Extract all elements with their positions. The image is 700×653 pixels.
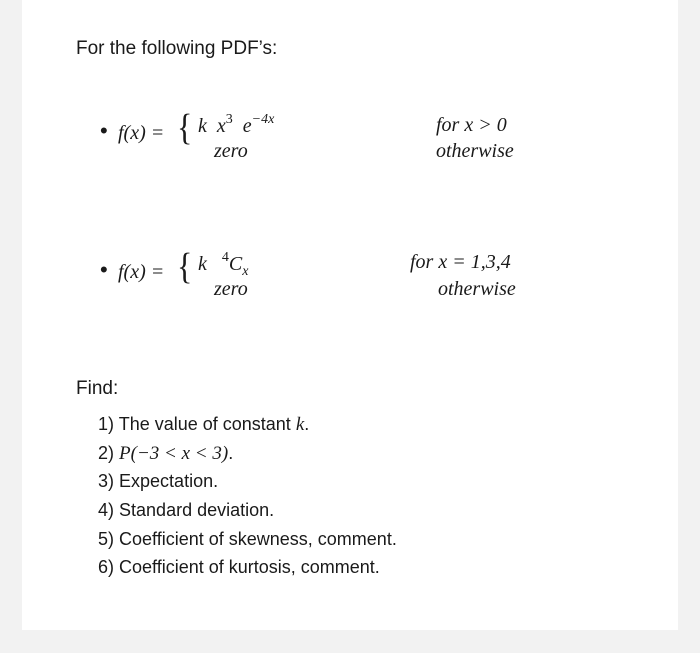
list-item: 4) Standard deviation. — [98, 500, 275, 520]
bullet: • — [100, 118, 108, 143]
heading: For the following PDF’s: — [76, 38, 278, 59]
pdf1-case1: k $x^3$ $e^{-4x}$ — [198, 112, 275, 137]
pdf1-lhs: f(x) = — [118, 122, 165, 144]
pdf2-brace: { — [177, 245, 193, 287]
pdf2-cond2: otherwise — [438, 278, 516, 300]
document-page — [22, 0, 678, 630]
bullet: • — [100, 257, 108, 282]
pdf2-case1: k $^4C_x$ — [198, 250, 249, 279]
list-item: 6) Coefficient of kurtosis, comment. — [98, 557, 380, 577]
pdf2-lhs: f(x) = — [118, 261, 165, 283]
pdf1-cond2: otherwise — [436, 140, 514, 162]
pdf1-cond1: for x > 0 — [436, 114, 507, 136]
list-item: 5) Coefficient of skewness, comment. — [98, 529, 397, 549]
pdf2-cond1: for x = 1,3,4 — [410, 251, 511, 273]
pdf1-brace: { — [177, 106, 193, 148]
list-item: 1) The value of constant k. — [98, 414, 310, 435]
find-label: Find: — [76, 378, 119, 399]
pdf1-case2: zero — [214, 140, 248, 162]
list-item: 2) P(−3 < x < 3). — [98, 443, 234, 464]
pdf2-case2: zero — [214, 278, 248, 300]
list-item: 3) Expectation. — [98, 471, 219, 491]
